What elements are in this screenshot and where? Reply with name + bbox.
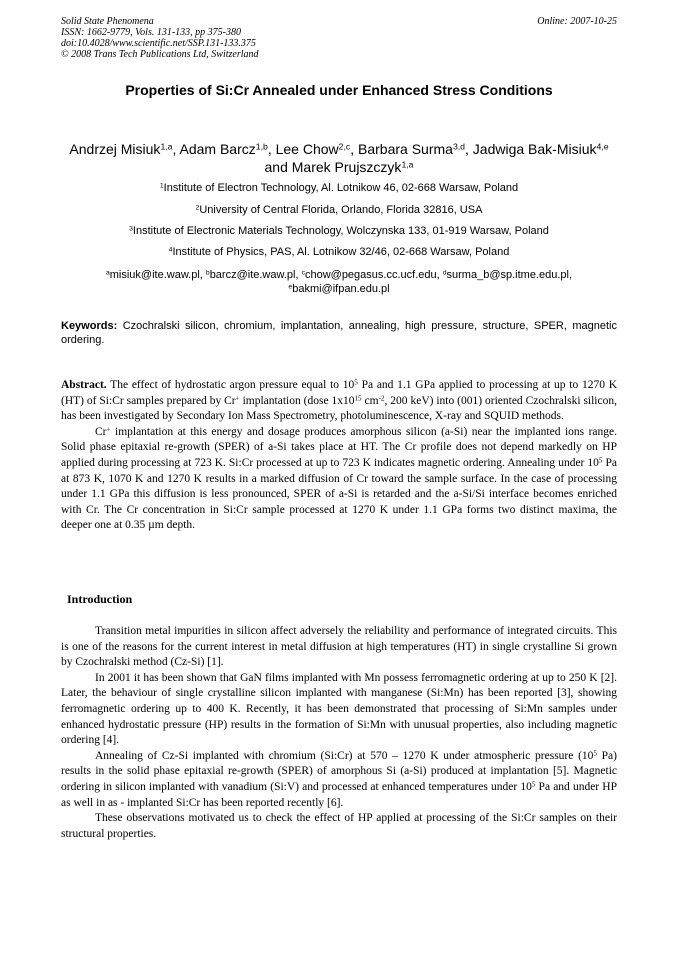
intro-text: Pa) results in the solid phase epitaxial re-growth (SPER) of amorphous Si (a-Si) produced at implantation [5]. Magnetic ordering in silicon implanted with vanadium (Si:V) and processed at enhanced temperatures under 10 bbox=[61, 749, 617, 793]
abstract-text: Pa at 873 K, 1070 K and 1270 K results in a marked diffusion of Cr toward the sample surface. In the case of processing under 1.1 GPa this diffusion is less pronounced, SPER of a-Si is retarded and the a-Si/Si interface becomes enriched with Cr. The Cr concentration in Si:Cr sample processed at 1270 K under 1.1 GPa forms two distinct maxima, the deeper one at 0.35 µm depth. bbox=[61, 456, 618, 532]
journal-name: Solid State Phenomena bbox=[61, 16, 154, 27]
affiliation-mark: 4 bbox=[168, 246, 173, 254]
superscript: 5 bbox=[593, 749, 597, 758]
superscript: + bbox=[235, 394, 240, 403]
author-affil-mark: 1,a bbox=[401, 159, 414, 170]
superscript: + bbox=[106, 425, 111, 434]
author-affil-mark: 4,e bbox=[596, 141, 609, 152]
email-mark: c bbox=[301, 269, 305, 277]
keywords-block bbox=[61, 319, 617, 347]
abstract-text: , 200 keV) into (001) oriented Czochralski silicon, has been investigated by Secondary Ion Mass Spectrometry, photoluminescence, X-ray and SQUID methods. bbox=[61, 394, 617, 423]
affiliation-mark: 1 bbox=[159, 182, 164, 190]
superscript: -2 bbox=[378, 394, 385, 403]
abstract-text: implantation at this energy and dosage produces amorphous silicon (a-Si) near the implanted ions range. Solid phase epitaxial re-growth (SPER) of a-Si takes place at HT. The Cr profile does not depend markedly on HP applied during processing at 723 K. Si:Cr processed at up to 723 K indicates magnetic ordering. Annealing under 10 bbox=[61, 425, 617, 469]
email-link[interactable]: chow@pegasus.cc.ucf.edu, bbox=[304, 269, 443, 281]
abstract-paragraph-1 bbox=[61, 378, 617, 425]
intro-paragraph-4: These observations motivated us to check the effect of HP applied at processing of the Si:Cr samples on their structural properties. bbox=[61, 812, 617, 840]
online-date: Online: 2007-10-25 bbox=[537, 16, 617, 27]
affiliation-mark: 3 bbox=[129, 225, 133, 233]
email-list bbox=[61, 268, 617, 296]
issn-line: ISSN: 1662-9779, Vols. 131-133, pp 375-380 bbox=[61, 27, 241, 38]
abstract-text: The effect of hydrostatic argon pressure equal to 10 bbox=[106, 379, 355, 391]
intro-paragraph-1: Transition metal impurities in silicon affect adversely the reliability and performance of integrated circuits. This is one of the reasons for the current interest in metal diffusion at high temperatures (HT) in single crystalline Si grown by Czochralski method (Cz-Si) [1]. bbox=[61, 625, 617, 669]
intro-paragraph-2: In 2001 it has been shown that GaN films implanted with Mn possess ferromagnetic ordering at up to 250 K [2]. Later, the behaviour of single crystalline silicon implanted with manganese (Si:Mn) has been reported [3], showing ferromagnetic ordering up to 400 K. Recently, it has been demonstrated that processing of Si:Mn samples under enhanced hydrostatic pressure (HP) results in the formation of Si:Mn with unusual properties, also including magnetic ordering [4]. bbox=[61, 671, 617, 747]
email-link[interactable]: bakmi@ifpan.edu.pl bbox=[292, 283, 390, 295]
author-name: , Adam Barcz bbox=[172, 141, 256, 157]
superscript: 15 bbox=[354, 394, 362, 403]
email-mark: a bbox=[105, 269, 110, 277]
superscript: 5 bbox=[531, 780, 536, 789]
abstract-text: Cr bbox=[95, 425, 107, 438]
keywords-label: Keywords: bbox=[61, 320, 118, 332]
affiliation-2 bbox=[61, 204, 617, 217]
affiliation-1 bbox=[61, 182, 617, 195]
abstract-paragraph-2 bbox=[61, 425, 617, 534]
author-affil-mark: 1,a bbox=[160, 141, 173, 152]
superscript: 5 bbox=[354, 378, 358, 387]
email-mark: d bbox=[442, 269, 447, 277]
email-link[interactable]: surma_b@sp.itme.edu.pl, bbox=[446, 269, 573, 281]
author-name: , Jadwiga Bak-Misiuk bbox=[465, 141, 597, 157]
author-name: Andrzej Misiuk bbox=[69, 141, 161, 157]
abstract-text: Pa and 1.1 GPa applied to processing at up to 1270 K (HT) of Si:Cr samples prepared by Cr bbox=[61, 379, 618, 407]
affiliation-text: Institute of Electronic Materials Technology, Wolczynska 133, 01-919 Warsaw, Poland bbox=[132, 225, 549, 237]
affiliation-text: Institute of Electron Technology, Al. Lotnikow 46, 02-668 Warsaw, Poland bbox=[163, 182, 519, 194]
email-link[interactable]: barcz@ite.waw.pl, bbox=[209, 269, 302, 281]
email-link[interactable]: misiuk@ite.waw.pl, bbox=[109, 269, 206, 281]
introduction-section bbox=[61, 624, 617, 842]
author-list bbox=[61, 140, 617, 176]
author-affil-mark: 1,b bbox=[255, 141, 268, 152]
intro-text: Pa and under HP as well in as - implanted Si:Cr has been reported recently [6]. bbox=[61, 780, 617, 809]
email-mark: b bbox=[205, 269, 210, 277]
abstract-label: Abstract. bbox=[61, 379, 107, 391]
author-name: and Marek Prujszczyk bbox=[264, 159, 402, 175]
affiliation-4 bbox=[61, 246, 617, 259]
doi-line: doi:10.4028/www.scientific.net/SSP.131-133.375 bbox=[61, 38, 256, 49]
abstract-text: implantation (dose 1x10 bbox=[239, 394, 355, 407]
affiliation-text: Institute of Physics, PAS, Al. Lotnikow 32/46, 02-668 Warsaw, Poland bbox=[172, 246, 510, 258]
affiliation-mark: 2 bbox=[195, 204, 200, 212]
keywords-text: Czochralski silicon, chromium, implantation, annealing, high pressure, structure, SPER, magnetic ordering. bbox=[61, 320, 617, 346]
author-affil-mark: 2,c bbox=[338, 141, 351, 152]
superscript: 5 bbox=[598, 456, 603, 465]
paper-title: Properties of Si:Cr Annealed under Enhanced Stress Conditions bbox=[125, 82, 553, 98]
affiliation-3 bbox=[61, 225, 617, 238]
introduction-heading: Introduction bbox=[67, 592, 133, 606]
abstract-text: cm bbox=[361, 394, 379, 407]
intro-paragraph-3 bbox=[61, 749, 617, 811]
copyright-line: © 2008 Trans Tech Publications Ltd, Switzerland bbox=[61, 49, 259, 60]
author-name: , Lee Chow bbox=[267, 141, 339, 157]
abstract-section bbox=[61, 378, 617, 534]
email-mark: e bbox=[288, 283, 293, 291]
author-affil-mark: 3,d bbox=[452, 141, 466, 152]
journal-header bbox=[61, 16, 259, 60]
intro-text: Annealing of Cz-Si implanted with chromium (Si:Cr) at 570 – 1270 K under atmospheric pressure (10 bbox=[95, 749, 594, 762]
author-name: , Barbara Surma bbox=[350, 141, 453, 157]
affiliation-text: University of Central Florida, Orlando, Florida 32816, USA bbox=[199, 204, 483, 216]
